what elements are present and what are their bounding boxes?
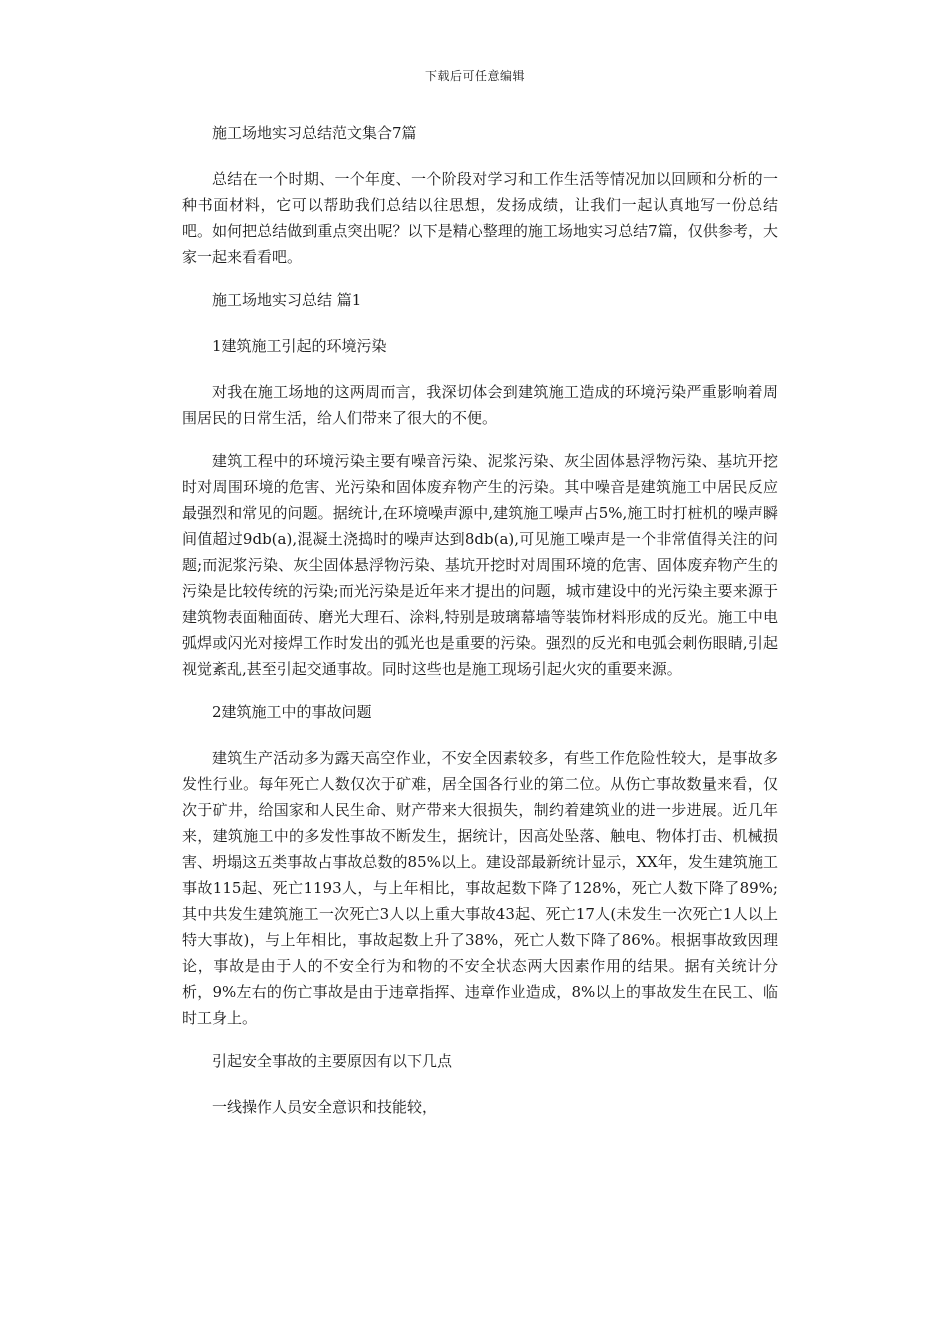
heading-accident-issues: 2建筑施工中的事故问题 xyxy=(212,703,372,721)
paragraph: 建筑工程中的环境污染主要有噪音污染、泥浆污染、灰尘固体悬浮物污染、基坑开挖时对周围环境的危害、光污染和固体废弃物产生的污染。其中噪音是建筑施工中居民反应最强烈和常见的问题。据统计,在环境噪声源中,建筑施工噪声占5%,施工时打桩机的噪声瞬间值超过9db(a),混凝土浇捣时的噪声达到8db(a),可见施工噪声是一个非常值得关注的问题;而泥浆污染、灰尘固体悬浮物污染、基坑开挖时对周围环境的危害、固体废弃物产生的污染是比较传统的污染;而光污染是近年来才提出的问题，城市建设中的光污染主要来源于建筑物表面釉面砖、磨光大理石、涂料,特别是玻璃幕墙等装饰材料形成的反光。施工中电弧焊或闪光对接焊工作时发出的弧光也是重要的污染。强烈的反光和电弧会刺伤眼睛,引起视觉紊乱,甚至引起交通事故。同时这些也是施工现场引起火灾的重要来源。 xyxy=(182,452,778,678)
heading-accident-causes: 引起安全事故的主要原因有以下几点 xyxy=(212,1052,453,1070)
paragraph: 建筑生产活动多为露天高空作业，不安全因素较多，有些工作危险性较大，是事故多发性行业。每年死亡人数仅次于矿难，居全国各行业的第二位。从伤亡事故数量来看，仅次于矿井，给国家和人民生命、财产带来大很损失，制约着建筑业的进一步进展。近几年来，建筑施工中的多发性事故不断发生，据统计，因高处坠落、触电、物体打击、机械损害、坍塌这五类事故占事故总数的85%以上。建设部最新统计显示，XX年，发生建筑施工事故115起、死亡1193人，与上年相比，事故起数下降了128%，死亡人数下降了89%;其中共发生建筑施工一次死亡3人以上重大事故43起、死亡17人(未发生一次死亡1人以上特大事故)，与上年相比，事故起数上升了38%，死亡人数下降了86%。根据事故致因理论，事故是由于人的不安全行为和物的不安全状态两大因素作用的结果。据有关统计分析，9%左右的伤亡事故是由于违章指挥、违章作业造成，8%以上的事故发生在民工、临时工身上。 xyxy=(182,749,778,1027)
section-title: 施工场地实习总结 篇1 xyxy=(212,291,362,309)
intro-paragraph: 总结在一个时期、一个年度、一个阶段对学习和工作生活等情况加以回顾和分析的一种书面材料，它可以帮助我们总结以往思想，发扬成绩，让我们一起认真地写一份总结吧。如何把总结做到重点突出呢？以下是精心整理的施工场地实习总结7篇，仅供参考，大家一起来看看吧。 xyxy=(182,170,778,266)
paragraph: 对我在施工场地的这两周而言，我深切体会到建筑施工造成的环境污染严重影响着周围居民的日常生活，给人们带来了很大的不便。 xyxy=(182,383,778,427)
document-body xyxy=(182,120,778,1137)
heading-environment-pollution: 1建筑施工引起的环境污染 xyxy=(212,337,387,355)
paragraph: 一线操作人员安全意识和技能较， xyxy=(212,1098,438,1116)
page-header: 下载后可任意编辑 xyxy=(424,69,525,83)
document-title: 施工场地实习总结范文集合7篇 xyxy=(212,124,417,142)
